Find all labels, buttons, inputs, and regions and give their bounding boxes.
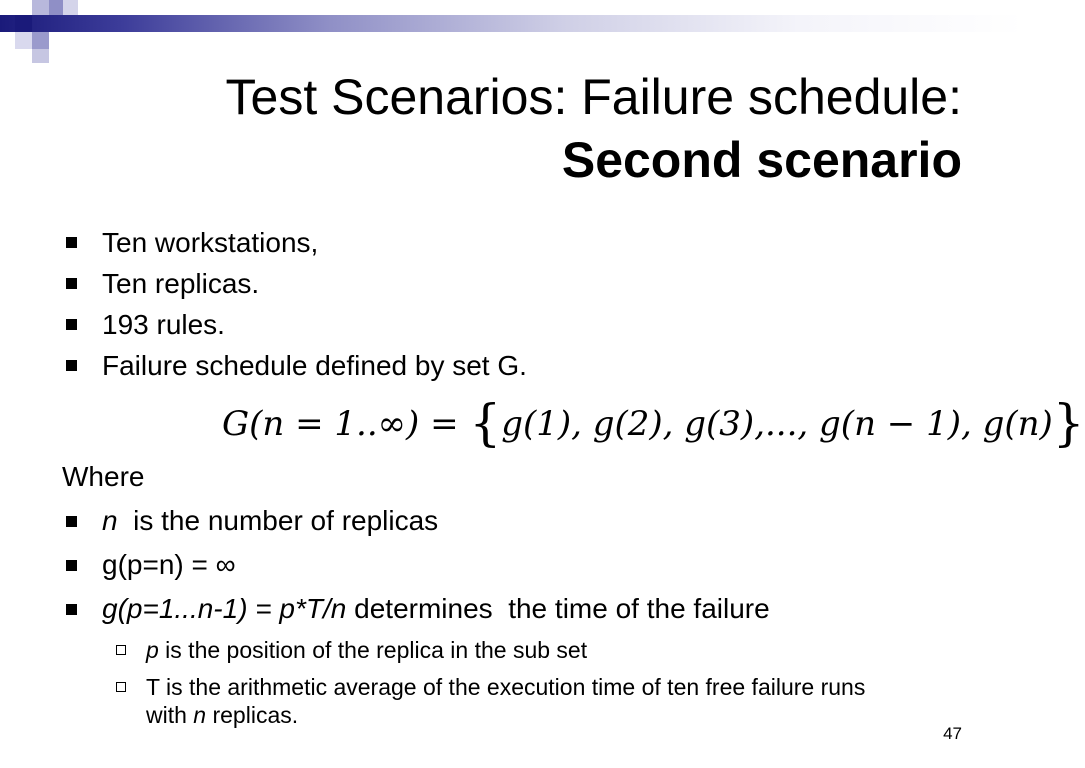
bullet-list [62,222,984,386]
square-bullet-icon [66,237,77,248]
square-bullet-icon [66,319,77,330]
square-bullet-icon [66,516,77,527]
bullet-item: Failure schedule defined by set G. [62,345,984,386]
where-bullet-list [62,499,984,631]
decorative-square [32,0,49,15]
title-line-2: Second scenario [561,132,962,188]
bullet-item: g(p=n) = ∞ [62,543,984,587]
square-bullet-icon [66,278,77,289]
page-number: 47 [943,724,962,743]
square-bullet-icon [66,604,77,615]
formula-close-brace: } [1052,394,1085,452]
decorative-square [15,15,32,32]
hollow-square-bullet-icon [116,645,126,655]
decorative-square [15,32,32,49]
square-bullet-icon [66,560,77,571]
title-line-1: Test Scenarios: Failure schedule: [225,69,962,125]
decorative-square [32,32,49,49]
bullet-item: Ten replicas. [62,263,984,304]
formula-set: g(1), g(2), g(3),..., g(n − 1), g(n) [501,404,1053,444]
where-label: Where [62,461,145,492]
decorative-square [63,0,78,15]
decorative-square [32,49,49,63]
decorative-gradient-bar [0,15,1024,32]
formula-lhs: G(n = 1..∞) = [222,404,470,444]
sub-bullet-list [110,636,910,738]
sub-bullet-item: p is the position of the replica in the sub set [110,636,910,664]
bullet-item: 193 rules. [62,304,984,345]
bullet-item: Ten workstations, [62,222,984,263]
bullet-item: g(p=1...n-1) = p*T/n determines the time of the failure [62,587,984,631]
decorative-square [49,0,63,15]
square-bullet-icon [66,360,77,371]
bullet-item: n is the number of replicas [62,499,984,543]
set-formula [222,396,1085,450]
hollow-square-bullet-icon [116,682,126,692]
slide-title [62,66,962,192]
formula-open-brace: { [469,394,502,452]
sub-bullet-item: T is the arithmetic average of the execution time of ten free failure runs with n replicas. [110,673,910,729]
